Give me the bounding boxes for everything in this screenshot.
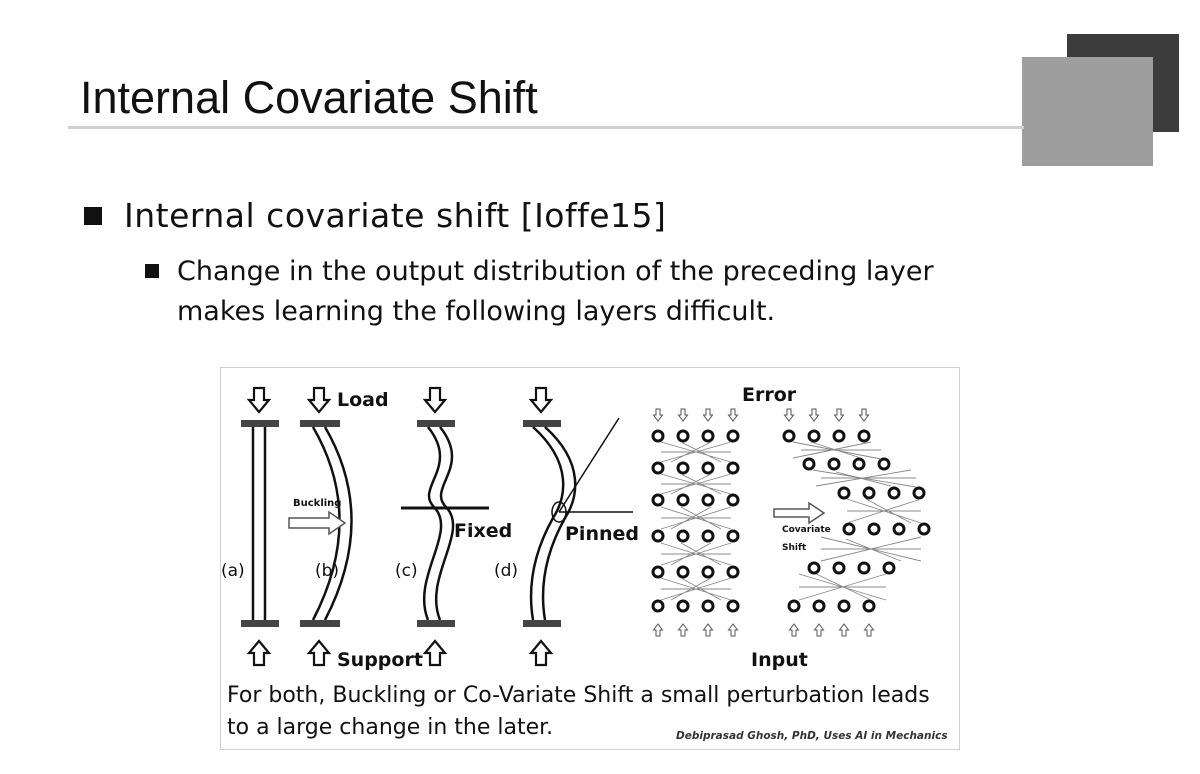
network-before-connections xyxy=(661,442,731,600)
label-buckling: Buckling xyxy=(293,498,342,509)
column-a xyxy=(241,388,279,665)
label-d: (d) xyxy=(494,561,519,581)
label-pinned: Pinned xyxy=(565,523,639,545)
slide-title: Internal Covariate Shift xyxy=(80,72,538,123)
bullet-2-line-2: makes learning the following layers difficult. xyxy=(177,296,776,327)
label-a: (a) xyxy=(221,561,245,581)
bullet-2-line-1: Change in the output distribution of the preceding layer xyxy=(177,256,934,287)
covariate-shift-arrow xyxy=(774,503,824,523)
bullet-level-1 xyxy=(84,196,666,235)
column-b xyxy=(289,388,352,665)
bullet-level-2 xyxy=(145,252,934,332)
figure-panel xyxy=(220,367,960,750)
label-covariate: Covariate xyxy=(782,525,831,535)
title-underline xyxy=(68,126,1024,129)
square-bullet-icon xyxy=(145,264,159,278)
bullet-1-text: Internal covariate shift [Ioffe15] xyxy=(124,196,667,235)
caption-line-1: For both, Buckling or Co-Variate Shift a small perturbation leads xyxy=(227,683,930,708)
label-shift: Shift xyxy=(782,543,807,553)
label-c: (c) xyxy=(395,561,418,581)
label-error: Error xyxy=(742,384,797,406)
label-b: (b) xyxy=(315,561,340,581)
caption-line-2: to a large change in the later. xyxy=(227,715,554,740)
label-load: Load xyxy=(337,389,389,411)
label-fixed: Fixed xyxy=(454,520,513,542)
label-input: Input xyxy=(751,649,808,671)
figure-credit: Debiprasad Ghosh, PhD, Uses AI in Mechanics xyxy=(676,730,948,742)
label-support: Support xyxy=(337,649,423,671)
square-bullet-icon xyxy=(84,207,102,225)
network-after-shift xyxy=(784,409,929,636)
corner-decoration-light xyxy=(1022,57,1153,166)
